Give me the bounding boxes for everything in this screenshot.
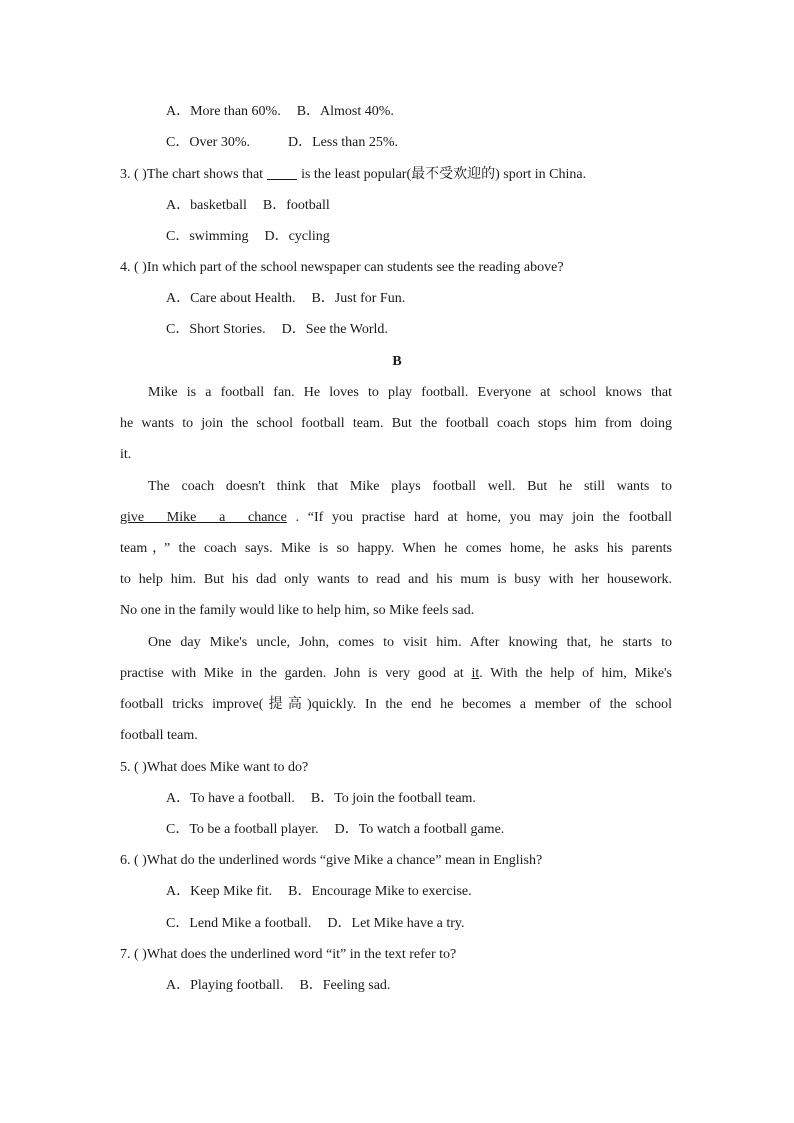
question-7: 7. ( )What does the underlined word “it” in the text refer to? bbox=[120, 947, 457, 962]
option: B．Just for Fun. bbox=[311, 291, 406, 306]
q7-options-row-1 bbox=[166, 975, 672, 997]
option: D．cycling bbox=[264, 229, 330, 244]
passage-line: give Mike a chance . “If you practise hard at home, you may join the football bbox=[120, 510, 673, 525]
q6-options-row-1 bbox=[166, 881, 672, 903]
q5-options-row-2 bbox=[166, 819, 672, 841]
underlined-phrase: give Mike a chance bbox=[120, 510, 287, 525]
q2-options-row-2 bbox=[166, 132, 672, 154]
option: A．Care about Health. bbox=[166, 291, 296, 306]
option: B．Feeling sad. bbox=[299, 978, 391, 993]
q3-options-row-1 bbox=[166, 195, 672, 217]
option: B．Encourage Mike to exercise. bbox=[288, 884, 472, 899]
option: D．Let Mike have a try. bbox=[327, 916, 465, 931]
question-6: 6. ( )What do the underlined words “give Mike a chance” mean in English? bbox=[120, 853, 543, 868]
option: A．More than 60%. bbox=[166, 104, 281, 119]
passage-line: it. bbox=[120, 447, 132, 462]
question-5: 5. ( )What does Mike want to do? bbox=[120, 760, 309, 775]
passage-line: he wants to join the school football team. But the football coach stops him from doing bbox=[120, 416, 672, 431]
option: A．To have a football. bbox=[166, 791, 295, 806]
passage-line: football tricks improve(提高)quickly. In the end he becomes a member of the school bbox=[120, 697, 672, 712]
section-heading: B bbox=[392, 354, 402, 369]
passage-line: Mike is a football fan. He loves to play football. Everyone at school knows that bbox=[148, 385, 672, 400]
option: C．swimming bbox=[166, 229, 249, 244]
option: A．basketball bbox=[166, 198, 247, 213]
q2-options-row-1 bbox=[166, 101, 672, 123]
q5-options-row-1 bbox=[166, 788, 672, 810]
q4-options-row-1 bbox=[166, 288, 672, 310]
q3-options-row-2 bbox=[166, 226, 672, 248]
q4-options-row-2 bbox=[166, 319, 672, 341]
passage-line: The coach doesn't think that Mike plays football well. But he still wants to bbox=[148, 479, 672, 494]
option: C．Over 30%. bbox=[166, 135, 250, 150]
passage-line: practise with Mike in the garden. John is very good at it. With the help of him, Mike's bbox=[120, 666, 673, 681]
option: B．football bbox=[262, 198, 330, 213]
option: A．Playing football. bbox=[166, 978, 284, 993]
answer-blank bbox=[267, 165, 297, 180]
passage-line: team，” the coach says. Mike is so happy. When he comes home, he asks his parents bbox=[120, 541, 672, 556]
q6-options-row-2 bbox=[166, 913, 672, 935]
option: B．Almost 40%. bbox=[296, 104, 394, 119]
option: D．See the World. bbox=[281, 322, 388, 337]
underlined-word: it bbox=[471, 666, 480, 681]
passage-line: One day Mike's uncle, John, comes to visit him. After knowing that, he starts to bbox=[148, 635, 672, 650]
question-3: 3. ( )The chart shows that is the least popular(最不受欢迎的) sport in China. bbox=[120, 167, 587, 182]
option: D．Less than 25%. bbox=[288, 135, 399, 150]
passage-line: football team. bbox=[120, 728, 198, 743]
option: C．To be a football player. bbox=[166, 822, 319, 837]
option: B．To join the football team. bbox=[310, 791, 476, 806]
option: C．Short Stories. bbox=[166, 322, 266, 337]
option: C．Lend Mike a football. bbox=[166, 916, 312, 931]
passage-line: to help him. But his dad only wants to read and his mum is busy with her housework. bbox=[120, 572, 672, 587]
passage-line: No one in the family would like to help him, so Mike feels sad. bbox=[120, 603, 475, 618]
option: A．Keep Mike fit. bbox=[166, 884, 273, 899]
question-4: 4. ( )In which part of the school newspaper can students see the reading above? bbox=[120, 260, 564, 275]
option: D．To watch a football game. bbox=[334, 822, 505, 837]
